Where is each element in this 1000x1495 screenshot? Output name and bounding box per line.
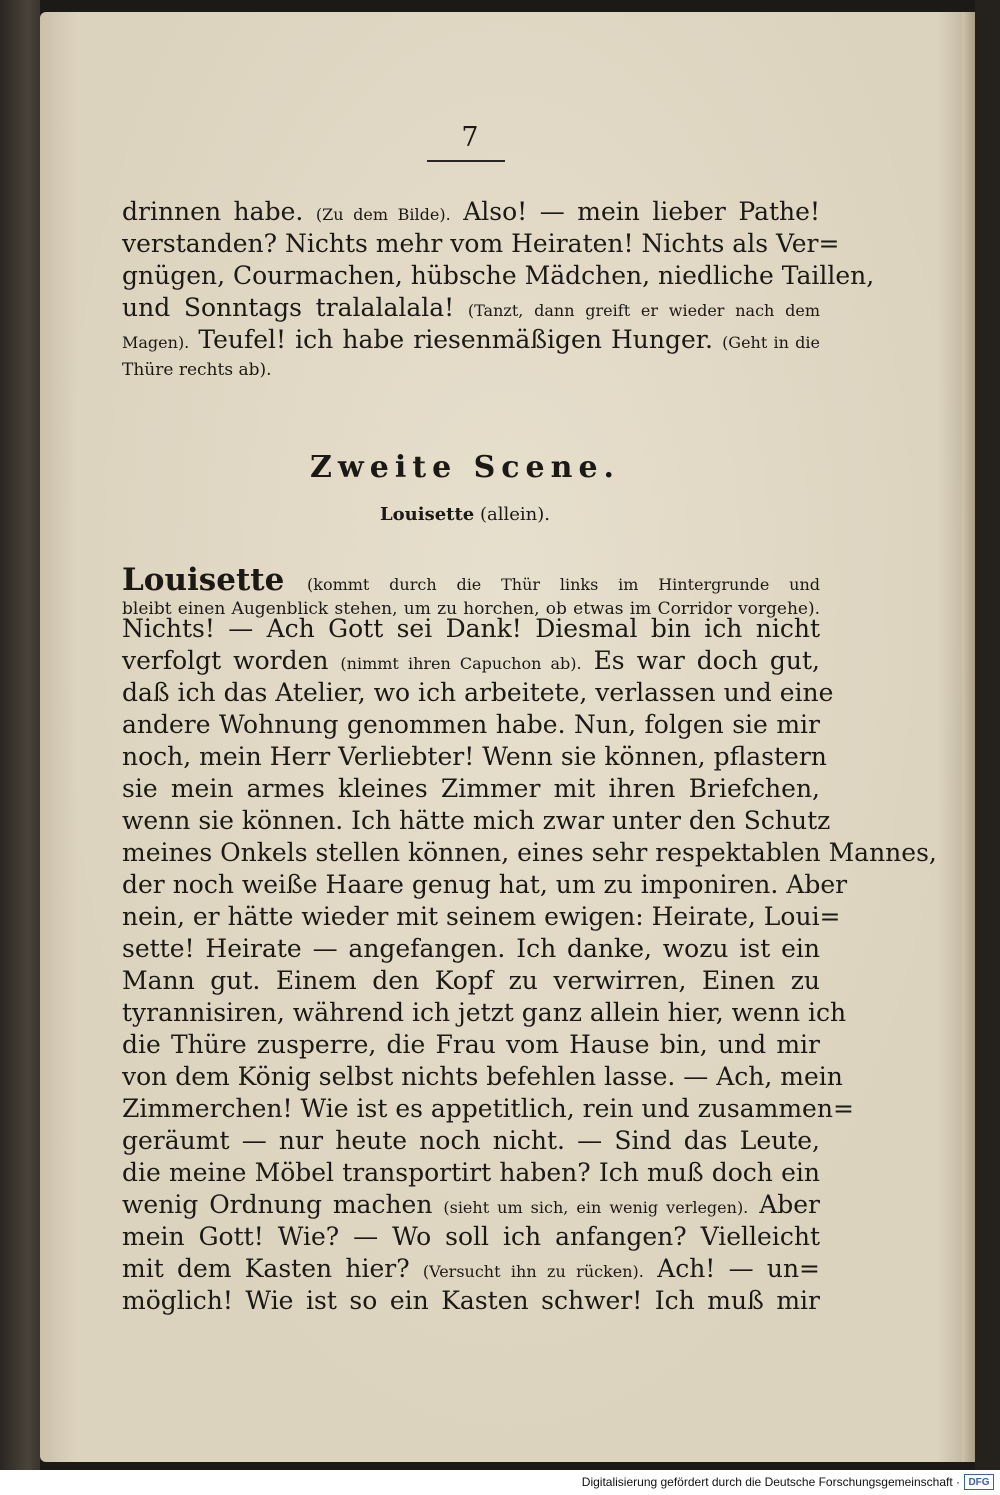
text-line [122,964,820,998]
line-text: Es war doch gut, [593,646,820,675]
line-text: daß ich das Atelier, wo ich arbeitete, verlassen und eine [122,678,834,707]
text-line [122,804,831,838]
line-text: wenn sie können. Ich hätte mich zwar unter den Schutz [122,806,831,835]
text-line [122,708,820,742]
speaker-name: Louisette [122,562,285,598]
text-line [122,772,820,806]
text-line [122,1284,820,1318]
line-text: Aber [759,1190,820,1219]
line-text: meines Onkels stellen können, eines sehr respektablen Mannes, [122,838,937,867]
page-number-rule [427,160,505,162]
stage-direction: bleibt einen Augenblick stehen, um zu horchen, ob etwas im Corridor vorgehe). [122,599,820,619]
text-line [122,900,841,934]
line-text: wenig Ordnung machen [122,1190,433,1219]
line-text: sette! Heirate — angefangen. Ich danke, wozu ist ein [122,934,820,963]
dfg-logo-icon: DFG [964,1474,994,1490]
stage-direction: (Tanzt, dann greift er wieder nach dem [467,301,820,320]
text-line [122,1124,820,1158]
text-line [122,740,827,774]
text-line [122,996,847,1030]
text-line [122,1220,820,1254]
line-text: Zimmerchen! Wie ist es appetitlich, rein und zusammen= [122,1094,854,1123]
stage-direction: (Zu dem Bilde). [315,205,451,224]
page-fore-edge [962,12,975,1462]
cast-note: (allein). [479,504,550,525]
line-text: Teufel! ich habe riesenmäßigen Hunger. [198,325,713,354]
line-text: Ach! — un= [657,1254,820,1283]
cast-name: Louisette [379,504,475,525]
text-line [122,676,834,710]
line-text: mit dem Kasten hier? [122,1254,410,1283]
line-text: die meine Möbel transportirt haben? Ich muß doch ein [122,1158,820,1187]
line-text: nein, er hätte wieder mit seinem ewigen: Heirate, Loui= [122,902,841,931]
line-text: verfolgt worden [122,646,329,675]
text-line [122,1188,820,1222]
line-text: möglich! Wie ist so ein Kasten schwer! Ich muß mir [122,1286,820,1315]
scan-margin-right [975,0,1000,1470]
page-number: 7 [461,122,479,153]
line-text: tyrannisiren, während ich jetzt ganz allein hier, wenn ich [122,998,847,1027]
text-line [122,291,820,325]
text-line [122,1028,820,1062]
stage-direction: (nimmt ihren Capuchon ab). [340,654,582,673]
text-line [122,1092,854,1126]
text-line [122,323,820,357]
scene-heading: Zweite Scene. [310,450,620,485]
text-line [122,836,937,870]
text-line [122,644,820,678]
line-text: die Thüre zusperre, die Frau vom Hause bin, und mir [122,1030,820,1059]
speaker-line [122,562,820,598]
book-spine-edge [0,0,40,1470]
line-text: und Sonntags tralalalala! [122,293,455,322]
stage-direction: Magen). [122,333,190,352]
text-line [122,932,820,966]
stage-direction: Thüre rechts ab). [122,360,272,380]
line-text: von dem König selbst nichts befehlen lasse. — Ach, mein [122,1062,843,1091]
stage-direction: (Versucht ihn zu rücken). [422,1262,644,1281]
line-text: verstanden? Nichts mehr vom Heiraten! Nichts als Ver= [122,229,840,258]
footer-credit: Digitalisierung gefördert durch die Deutsche Forschungsgemeinschaft · [581,1475,960,1489]
line-text: Mann gut. Einem den Kopf zu verwirren, Einen zu [122,966,820,995]
line-text: drinnen habe. [122,197,304,226]
stage-direction: (kommt durch die Thür links im Hintergrunde und [307,575,820,594]
line-text: andere Wohnung genommen habe. Nun, folgen sie mir [122,710,820,739]
text-line [122,612,820,646]
stage-direction: (sieht um sich, ein wenig verlegen). [443,1198,749,1217]
line-text: Also! — mein lieber Pathe! [463,197,820,226]
text-line [122,1156,820,1190]
text-line [122,195,820,229]
text-line [122,259,875,293]
line-text: mein Gott! Wie? — Wo soll ich anfangen? Vielleicht [122,1222,820,1251]
line-text: der noch weiße Haare genug hat, um zu imponiren. Aber [122,870,848,899]
line-text: gnügen, Courmachen, hübsche Mädchen, niedliche Taillen, [122,261,875,290]
stage-direction: (Geht in die [722,333,820,352]
text-line [122,227,840,261]
text-line [122,868,848,902]
line-text: geräumt — nur heute noch nicht. — Sind das Leute, [122,1126,820,1155]
text-line [122,1252,820,1286]
line-text: Nichts! — Ach Gott sei Dank! Diesmal bin ich nicht [122,614,820,643]
text-line [122,357,820,383]
cast-line [360,504,570,525]
line-text: sie mein armes kleines Zimmer mit ihren Briefchen, [122,774,820,803]
footer-bar [0,1470,1000,1495]
line-text: noch, mein Herr Verliebter! Wenn sie können, pflastern [122,742,827,771]
text-line [122,1060,843,1094]
